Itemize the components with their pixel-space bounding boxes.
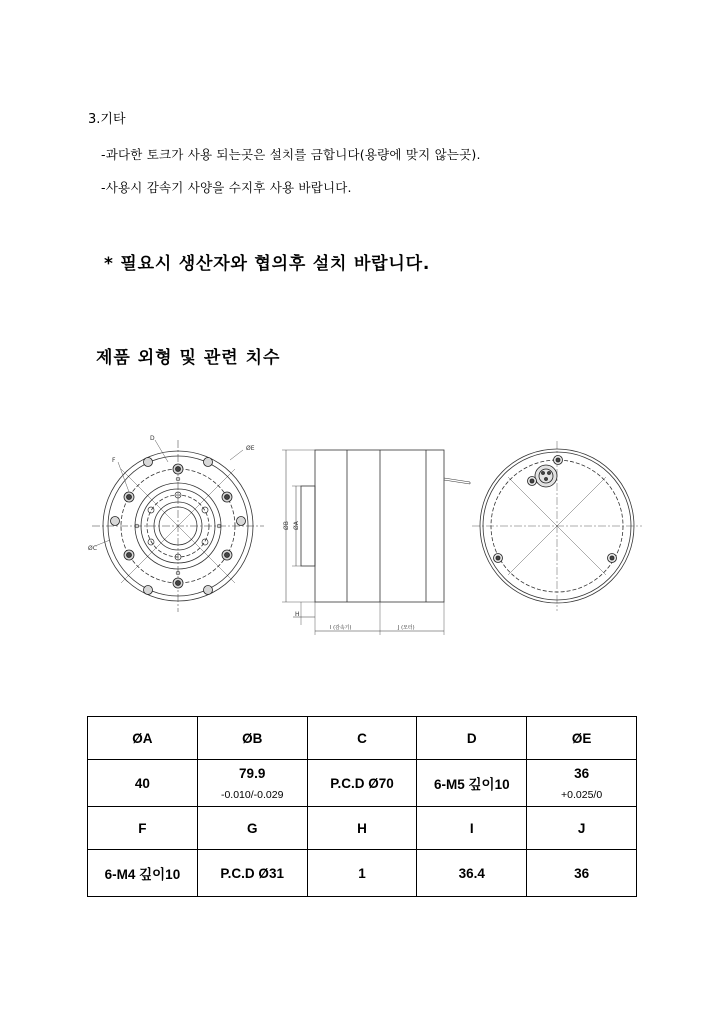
cell-value: 1 [358, 865, 366, 881]
table-row [88, 807, 637, 850]
header-cell: ØA [88, 717, 198, 760]
cell-tolerance: -0.010/-0.029 [220, 788, 284, 801]
table-row [88, 717, 637, 760]
cell-value: 6-M5 깊이10 [433, 777, 510, 792]
header-cell: I [417, 807, 527, 850]
section-title: 3.기타 [88, 112, 126, 127]
value-cell [88, 850, 198, 897]
value-cell [307, 760, 417, 807]
header-cell: D [417, 717, 527, 760]
notice-text: * 필요시 생산자와 협의후 설치 바랍니다. [104, 254, 431, 274]
label-f: F [112, 457, 116, 464]
cell-value: 36 [574, 865, 590, 881]
cell-tolerance: +0.025/0 [561, 788, 603, 801]
label-h: H [295, 611, 300, 618]
value-cell [527, 760, 637, 807]
label-d: D [150, 435, 155, 442]
side-view [282, 450, 470, 635]
cell-value: 36 [574, 765, 590, 781]
value-cell [197, 850, 307, 897]
spec-table [87, 716, 637, 897]
cell-value: 6-M4 깊이10 [104, 867, 181, 882]
rear-view [472, 441, 642, 611]
rear-connector [494, 456, 617, 563]
header-cell: F [88, 807, 198, 850]
label-j: J (모터) [398, 625, 415, 631]
cell-value: 36.4 [458, 865, 485, 881]
cell-value: 79.9 [239, 765, 266, 781]
label-e: ØE [246, 445, 255, 452]
cell-value: P.C.D Ø31 [220, 865, 284, 881]
cell-value: P.C.D Ø70 [330, 775, 394, 791]
cell-value: 40 [134, 775, 150, 791]
bullet-item: -사용시 감속기 사양을 수지후 사용 바랍니다. [101, 180, 352, 195]
table-row [88, 850, 637, 897]
bullet-item: -과다한 토크가 사용 되는곳은 설치를 금합니다(용량에 맞지 않는곳). [101, 147, 481, 162]
header-cell: ØB [197, 717, 307, 760]
header-cell: J [527, 807, 637, 850]
dimensions-heading: 제품 외형 및 관련 치수 [96, 348, 281, 368]
label-c: ØC [88, 545, 97, 552]
label-b: ØB [283, 521, 290, 530]
technical-drawing [0, 420, 724, 650]
header-cell: ØE [527, 717, 637, 760]
label-i: I (감속기) [330, 625, 352, 631]
value-cell [417, 850, 527, 897]
value-cell [197, 760, 307, 807]
header-cell: C [307, 717, 417, 760]
value-cell [417, 760, 527, 807]
value-cell [88, 760, 198, 807]
header-cell: G [197, 807, 307, 850]
label-a: ØA [293, 521, 300, 530]
table-row [88, 760, 637, 807]
header-cell: H [307, 807, 417, 850]
value-cell [527, 850, 637, 897]
value-cell [307, 850, 417, 897]
